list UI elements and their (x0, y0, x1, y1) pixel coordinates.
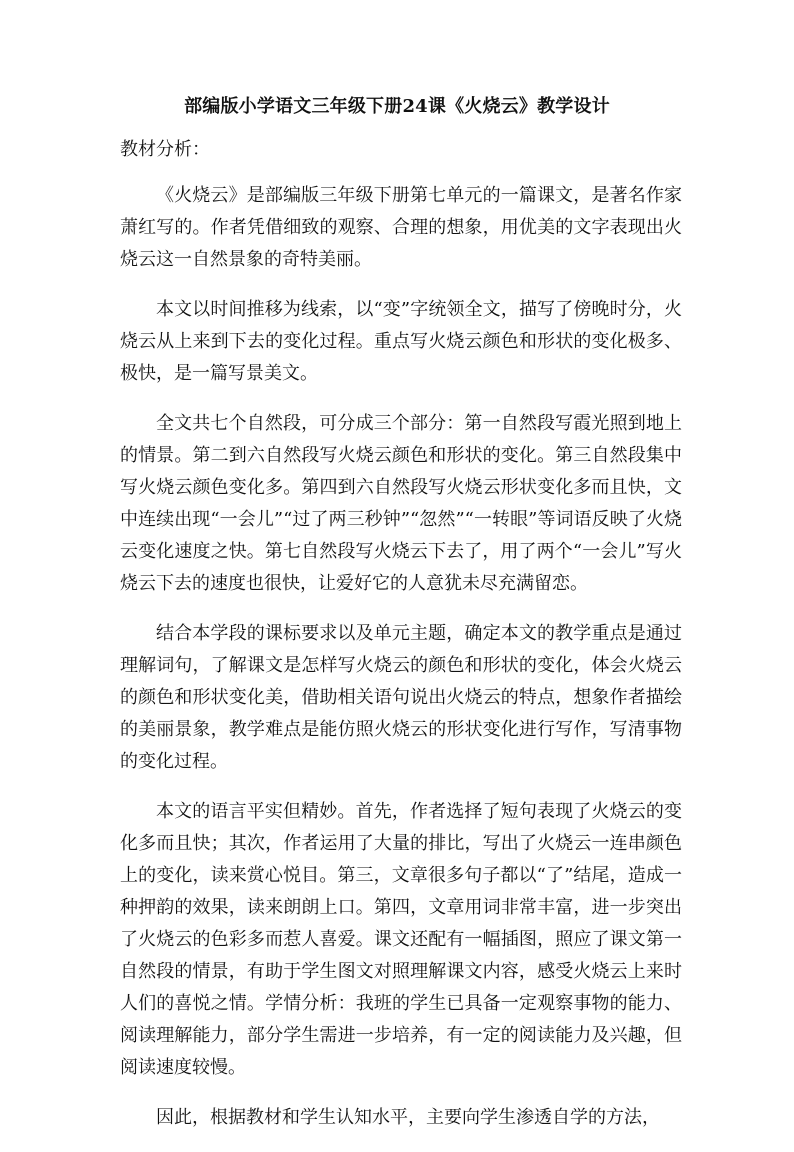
paragraph-6: 因此，根据教材和学生认知水平，主要向学生渗透自学的方法， (156, 1107, 660, 1128)
document-body (120, 180, 682, 1152)
paragraph-1: 《火烧云》是部编版三年级下册第七单元的一篇课文，是著名作家萧红写的。作者凭借细致的观察、合理的想象，用优美的文字表现出火烧云这一自然景象的奇特美丽。 (120, 185, 682, 270)
document-title: 部编版小学语文三年级下册24课《火烧云》教学设计 (184, 96, 610, 117)
paragraph-2: 本文以时间推移为线索，以“变”字统领全文，描写了傍晚时分，火烧云从上来到下去的变化过程。重点写火烧云颜色和形状的变化极多、极快，是一篇写景美文。 (120, 299, 682, 384)
paragraph-5: 本文的语言平实但精妙。首先，作者选择了短句表现了火烧云的变化多而且快；其次，作者运用了大量的排比，写出了火烧云一连串颜色上的变化，读来赏心悦目。第三，文章很多句子都以“了”结尾，造成一种押韵的效果，读来朗朗上口。第四，文章用词非常丰富，进一步突出了火烧云的色彩多而惹人喜爱。课文还配有一幅插图，照应了课文第一自然段的情景，有助于学生图文对照理解课文内容，感受火烧云上来时人们的喜悦之情。学情分析：我班的学生已具备一定观察事物的能力、阅读理解能力，部分学生需进一步培养，有一定的阅读能力及兴趣，但阅读速度较慢。 (120, 801, 682, 1078)
paragraph-4: 结合本学段的课标要求以及单元主题，确定本文的教学重点是通过理解词句，了解课文是怎样写火烧云的颜色和形状的变化，体会火烧云的颜色和形状变化美，借助相关语句说出火烧云的特点，想象作者描绘的美丽景象，教学难点是能仿照火烧云的形状变化进行写作，写清事物的变化过程。 (120, 623, 682, 772)
section-label-textbook-analysis: 教材分析： (120, 139, 210, 160)
paragraph-3: 全文共七个自然段，可分成三个部分：第一自然段写霞光照到地上的情景。第二到六自然段写火烧云颜色和形状的变化。第三自然段集中写火烧云颜色变化多。第四到六自然段写火烧云形状变化多而且快，文中连续出现“一会儿”“过了两三秒钟”“忽然”“一转眼”等词语反映了火烧云变化速度之快。第七自然段写火烧云下去了，用了两个“一会儿”写火烧云下去的速度也很快，让爱好它的人意犹未尽充满留恋。 (120, 413, 682, 594)
